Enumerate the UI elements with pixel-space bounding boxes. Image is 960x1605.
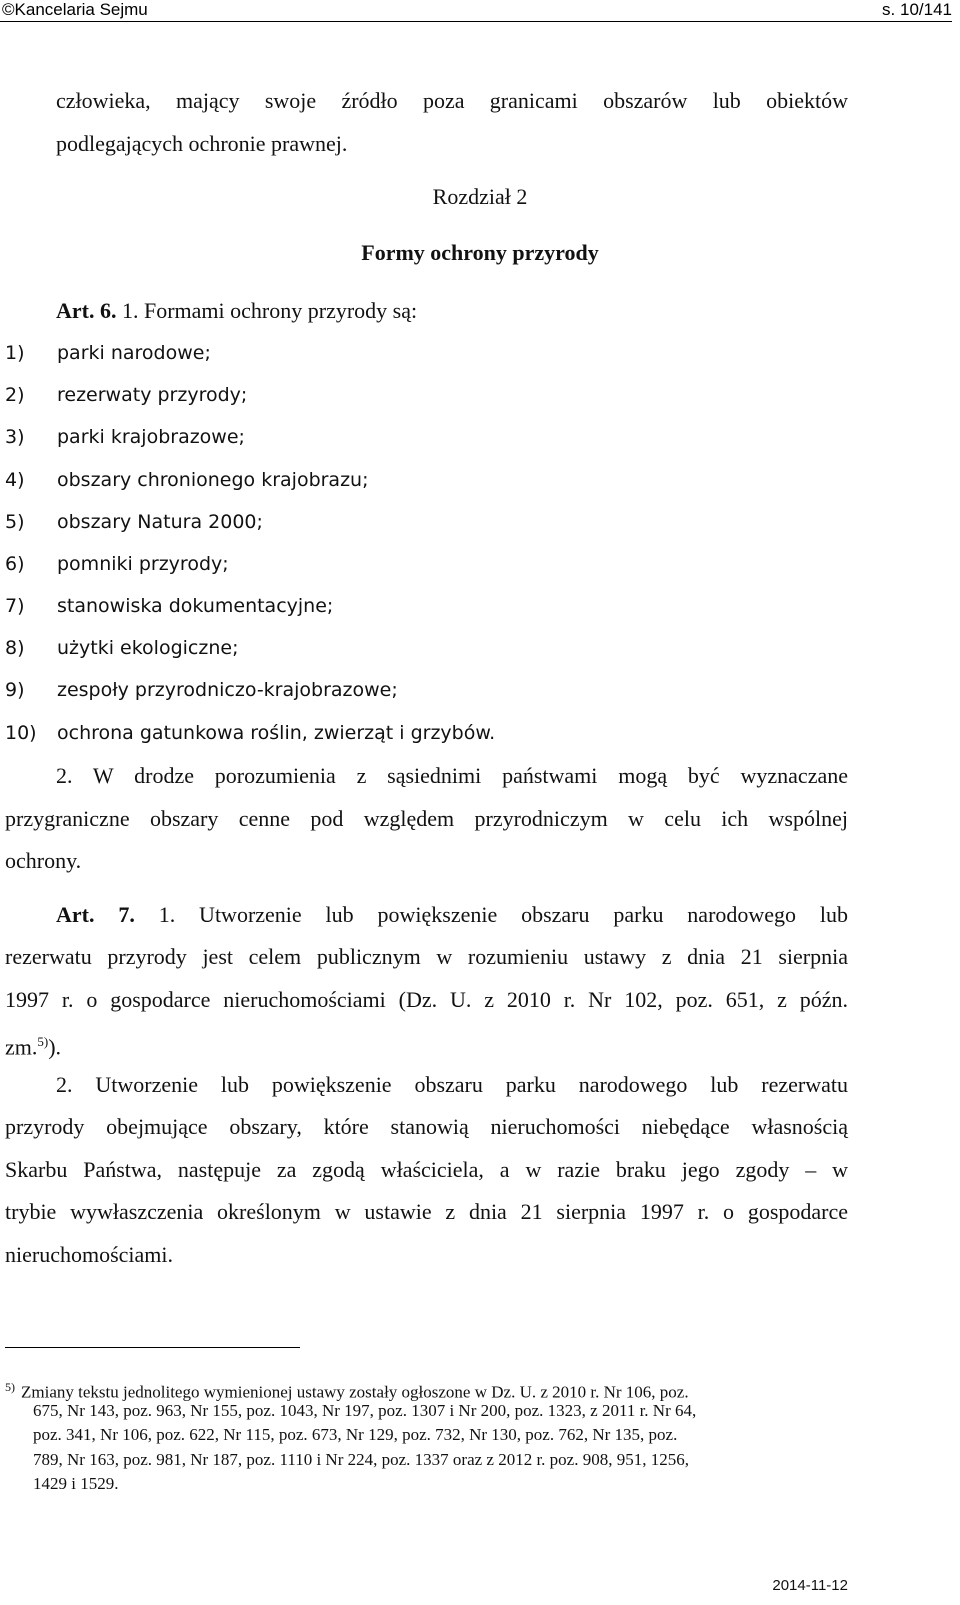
list-item: 6) pomniki przyrody; xyxy=(5,553,229,575)
list-item: 2) rezerwaty przyrody; xyxy=(5,384,248,406)
page-header xyxy=(0,0,960,22)
art7-par2-line-5: nieruchomościami. xyxy=(5,1242,174,1267)
footnote-reference: 5) xyxy=(37,1034,49,1049)
intro-line-1: człowieka, mający swoje źródło poza granicami obszarów lub obiektów xyxy=(56,88,848,113)
art7-par1-text: 1. Utworzenie lub powiększenie obszaru parku narodowego lub xyxy=(158,902,849,927)
list-item: 9) zespoły przyrodniczo-krajobrazowe; xyxy=(5,679,398,701)
art7-par1-line-2: rezerwatu przyrody jest celem publicznym w rozumieniu ustawy z dnia 21 sierpnia xyxy=(5,944,848,969)
art6-label: Art. 6. xyxy=(56,298,117,323)
list-item: 7) stanowiska dokumentacyjne; xyxy=(5,595,334,617)
art6-par2-line-3: ochrony. xyxy=(5,848,82,873)
footnote-separator xyxy=(5,1347,300,1348)
header-page-number: s. 10/141 xyxy=(882,0,952,19)
art6-paragraph-1 xyxy=(56,298,417,324)
document-date: 2014-11-12 xyxy=(772,1577,848,1594)
chapter-number: Rozdział 2 xyxy=(432,184,528,209)
art7-par1-line-3: 1997 r. o gospodarce nieruchomościami (Dz. U. z 2010 r. Nr 102, poz. 651, z późn. xyxy=(5,987,848,1012)
footnote-line-1: $^{5)}$ Zmiany tekstu jednolitego wymienionej ustawy zostały ogłoszone w Dz. U. z 2010 r. Nr 106, poz. xyxy=(5,1380,689,1402)
art7-par2-line-4: trybie wywłaszczenia określonym w ustawie z dnia 21 sierpnia 1997 r. o gospodarce xyxy=(5,1199,848,1224)
list-item: 10) ochrona gatunkowa roślin, zwierząt i grzybów. xyxy=(5,722,496,744)
list-item: 4) obszary chronionego krajobrazu; xyxy=(5,469,369,491)
header-source: ©Kancelaria Sejmu xyxy=(2,0,148,19)
footnote-line-3: poz. 341, Nr 106, poz. 622, Nr 115, poz. 673, Nr 129, poz. 732, Nr 130, poz. 762, Nr 135, poz. xyxy=(33,1425,678,1444)
art6-par2-line-2: przygraniczne obszary cenne pod względem przyrodniczym w celu ich wspólnej xyxy=(5,806,848,831)
art7-par2-line-2: przyrody obejmujące obszary, które stanowią nieruchomości niebędące własnością xyxy=(5,1114,848,1139)
footnote-line-4: 789, Nr 163, poz. 981, Nr 187, poz. 1110 i Nr 224, poz. 1337 oraz z 2012 r. poz. 908, 951, 1256, xyxy=(33,1450,689,1469)
header-rule xyxy=(0,21,952,22)
art7-par1-line-1 xyxy=(56,902,848,928)
art7-par2-line-1: 2. Utworzenie lub powiększenie obszaru parku narodowego lub rezerwatu xyxy=(56,1072,848,1097)
footnote-marker: 5) xyxy=(5,1380,15,1394)
art7-label: Art. 7. xyxy=(56,902,135,927)
intro-line-2: podlegających ochronie prawnej. xyxy=(56,131,348,156)
art7-par2-line-3: Skarbu Państwa, następuje za zgodą właściciela, a w razie braku jego zgody – w xyxy=(5,1157,848,1182)
chapter-title: Formy ochrony przyrody xyxy=(361,240,599,265)
footnote-line-5: 1429 i 1529. xyxy=(33,1474,119,1493)
footnote-line-2: 675, Nr 143, poz. 963, Nr 155, poz. 1043, Nr 197, poz. 1307 i Nr 200, poz. 1323, z 2011 r. Nr 64, xyxy=(33,1401,697,1420)
list-item: 5) obszary Natura 2000; xyxy=(5,511,263,533)
art7-par1-line-4: zm.$^{5)}$). xyxy=(5,1034,62,1060)
art6-par1-text: 1. Formami ochrony przyrody są: xyxy=(121,298,418,323)
list-item: 1) parki narodowe; xyxy=(5,342,211,364)
art6-par2-line-1: 2. W drodze porozumienia z sąsiednimi państwami mogą być wyznaczane xyxy=(56,763,848,788)
list-item: 3) parki krajobrazowe; xyxy=(5,426,245,448)
list-item: 8) użytki ekologiczne; xyxy=(5,637,239,659)
